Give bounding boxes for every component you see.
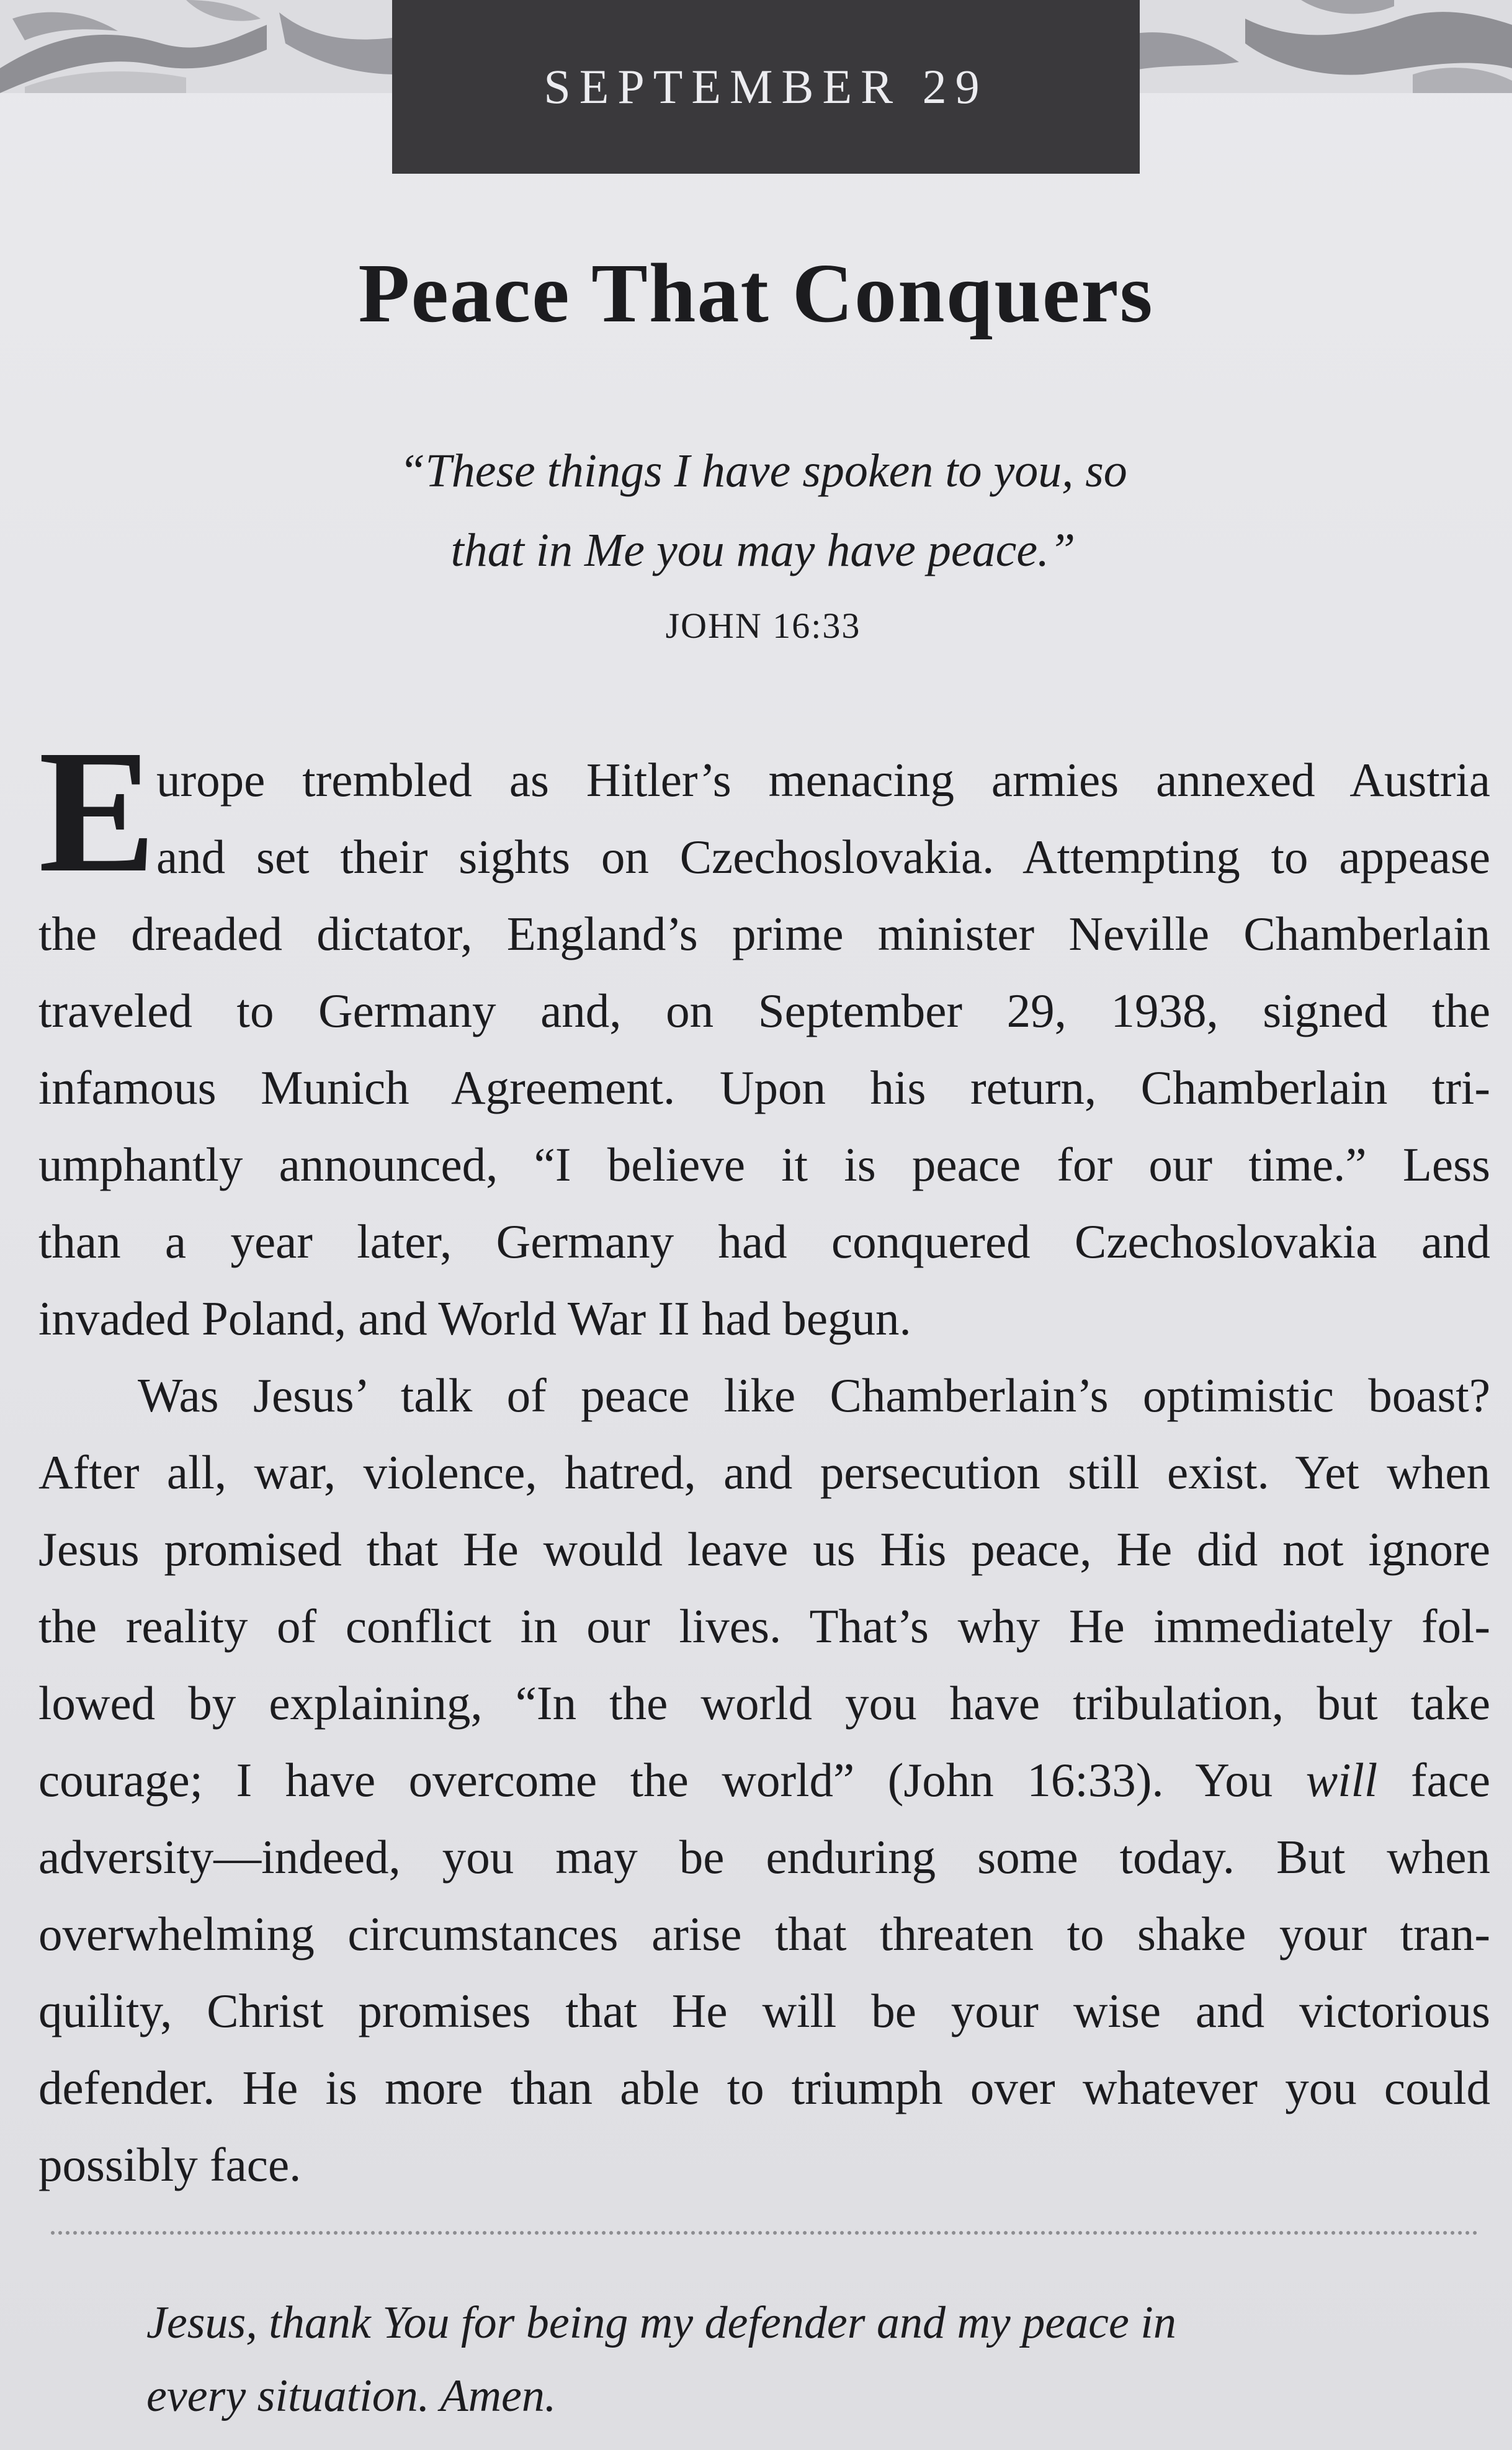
scripture-quote <box>0 431 1512 590</box>
drop-cap: E <box>38 714 156 909</box>
header-ornament-left <box>0 0 397 93</box>
body-line: quility, Christ promises that He will be your wise and victorious <box>38 1984 1490 2037</box>
body-line: possibly face. <box>38 2138 302 2191</box>
emphasis-word: will <box>1305 1753 1378 1807</box>
date-banner <box>392 0 1140 174</box>
body-line: defender. He is more than able to triumph over whatever you could <box>38 2061 1490 2114</box>
body-line: overwhelming circumstances arise that threaten to shake your tran- <box>38 1907 1490 1960</box>
body-line: Was Jesus’ talk of peace like Chamberlain’s optimistic boast? <box>138 1369 1490 1422</box>
body-line: infamous Munich Agreement. Upon his return, Chamberlain tri- <box>38 1061 1490 1114</box>
body-line: traveled to Germany and, on September 29, 1938, signed the <box>38 984 1490 1037</box>
date-label: SEPTEMBER 29 <box>544 60 988 114</box>
body-line: than a year later, Germany had conquered Czechoslovakia and <box>38 1215 1490 1268</box>
body-line: urope trembled as Hitler’s menacing armies annexed Austria <box>156 753 1490 807</box>
scripture-line-2: that in Me you may have peace.” <box>450 524 1076 576</box>
dotted-divider <box>51 2231 1478 2235</box>
body-line: umphantly announced, “I believe it is peace for our time.” Less <box>38 1138 1490 1191</box>
body-line-with-emphasis <box>38 1741 1490 1818</box>
body-line: Jesus promised that He would leave us His peace, He did not ignore <box>38 1522 1490 1576</box>
body-text-segment: face <box>1377 1753 1491 1807</box>
prayer-line-1: Jesus, thank You for being my defender and my peace in <box>146 2297 1176 2348</box>
body-line: invaded Poland, and World War II had begun. <box>38 1292 911 1345</box>
prayer-line-2: every situation. Amen. <box>146 2371 557 2421</box>
body-line: and set their sights on Czechoslovakia. Attempting to appease <box>156 830 1490 883</box>
body-line: the reality of conflict in our lives. That’s why He immediately fol- <box>38 1599 1490 1653</box>
body-text-segment: courage; I have overcome the world” (John 16:33). You <box>38 1753 1306 1807</box>
body-text <box>38 741 1490 2203</box>
closing-prayer <box>146 2286 1449 2433</box>
body-line: After all, war, violence, hatred, and persecution still exist. Yet when <box>38 1446 1490 1499</box>
scripture-line-1: “These things I have spoken to you, so <box>399 445 1127 497</box>
header-ornament-right <box>1115 0 1512 93</box>
scripture-reference: JOHN 16:33 <box>665 606 861 646</box>
body-line: adversity—indeed, you may be enduring some today. But when <box>38 1830 1490 1884</box>
body-line: the dreaded dictator, England’s prime minister Neville Chamberlain <box>38 907 1490 960</box>
body-line: lowed by explaining, “In the world you have tribulation, but take <box>38 1676 1490 1730</box>
page-title: Peace That Conquers <box>358 247 1154 340</box>
